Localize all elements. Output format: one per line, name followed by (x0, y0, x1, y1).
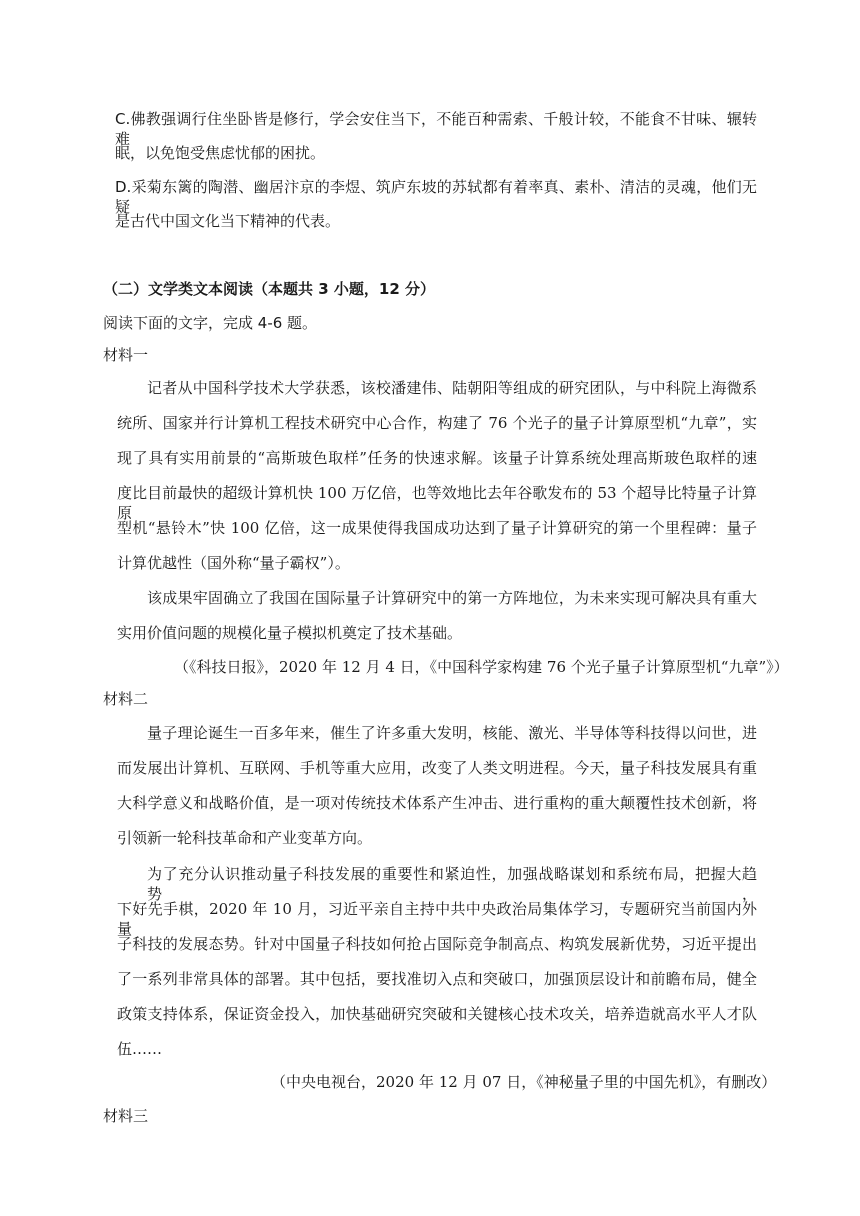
option-c-line-2: 眠，以免饱受焦虑忧郁的困扰。 (115, 144, 326, 162)
material-2-source: （中央电视台，2020 年 12 月 07 日，《神秘量子里的中国先机》，有删改） (271, 1073, 777, 1091)
material-1-p1-line-2: 统所、国家并行计算机工程技术研究中心合作，构建了 76 个光子的量子计算原型机“九章”，实 (117, 414, 757, 432)
material-3-label: 材料三 (103, 1107, 149, 1125)
material-2-p2-line-4: 了一系列非常具体的部署。其中包括，要找准切入点和突破口，加强顶层设计和前瞻布局，健全 (117, 970, 757, 988)
material-2-p2-line-1: 为了充分认识推动量子科技发展的重要性和紧迫性，加强战略谋划和系统布局，把握大趋势， (147, 865, 757, 903)
material-2-p1-line-4: 引领新一轮科技革命和产业变革方向。 (117, 829, 373, 847)
material-2-label: 材料二 (103, 690, 149, 708)
material-2-p2-line-3: 子科技的发展态势。针对中国量子科技如何抢占国际竞争制高点、构筑发展新优势，习近平提出 (117, 935, 757, 953)
material-1-p1-line-3: 现了具有实用前景的“高斯玻色取样”任务的快速求解。该量子计算系统处理高斯玻色取样的速 (117, 449, 757, 467)
material-2-p2-line-6: 伍…… (117, 1040, 163, 1058)
material-1-label: 材料一 (103, 346, 149, 364)
material-2-p2-line-5: 政策支持体系，保证资金投入，加快基础研究突破和关键核心技术攻关，培养造就高水平人才队 (117, 1005, 757, 1023)
option-d-line-2: 是古代中国文化当下精神的代表。 (115, 212, 341, 230)
material-1-p2-line-2: 实用价值问题的规模化量子模拟机奠定了技术基础。 (117, 624, 463, 642)
material-1-p1-line-6: 计算优越性（国外称“量子霸权”）。 (117, 554, 350, 572)
material-2-p1-line-1: 量子理论诞生一百多年来，催生了许多重大发明，核能、激光、半导体等科技得以问世，进 (147, 724, 757, 742)
material-2-p1-line-3: 大科学意义和战略价值，是一项对传统技术体系产生冲击、进行重构的重大颠覆性技术创新，将 (117, 794, 757, 812)
material-2-p2-line-2: 下好先手棋，2020 年 10 月，习近平亲自主持中共中央政治局集体学习，专题研究当前国内外量 (117, 900, 757, 938)
material-2-p1-line-2: 而发展出计算机、互联网、手机等重大应用，改变了人类文明进程。今天，量子科技发展具有重 (117, 759, 757, 777)
option-d-line-1: D.采菊东篱的陶潜、幽居汴京的李煜、筑庐东坡的苏轼都有着率真、素朴、清洁的灵魂，他们无疑 (115, 178, 757, 216)
material-1-p1-line-5: 型机“悬铃木”快 100 亿倍，这一成果使得我国成功达到了量子计算研究的第一个里程碑：量子 (117, 519, 757, 537)
section-heading: （二）文学类文本阅读（本题共 3 小题，12 分） (103, 280, 435, 298)
material-1-p1-line-1: 记者从中国科学技术大学获悉，该校潘建伟、陆朝阳等组成的研究团队，与中科院上海微系 (147, 379, 757, 397)
section-instruction: 阅读下面的文字，完成 4-6 题。 (103, 314, 318, 332)
option-c-line-1: C.佛教强调行住坐卧皆是修行，学会安住当下，不能百种需索、千般计较，不能食不甘味、辗转难 (115, 110, 757, 148)
material-1-p1-line-4: 度比目前最快的超级计算机快 100 万亿倍，也等效地比去年谷歌发布的 53 个超导比特量子计算原 (117, 484, 757, 522)
material-1-p2-line-1: 该成果牢固确立了我国在国际量子计算研究中的第一方阵地位，为未来实现可解决具有重大 (147, 589, 757, 607)
material-1-source: （《科技日报》，2020 年 12 月 4 日，《中国科学家构建 76 个光子量子计算原型机“九章”》） (174, 658, 789, 676)
